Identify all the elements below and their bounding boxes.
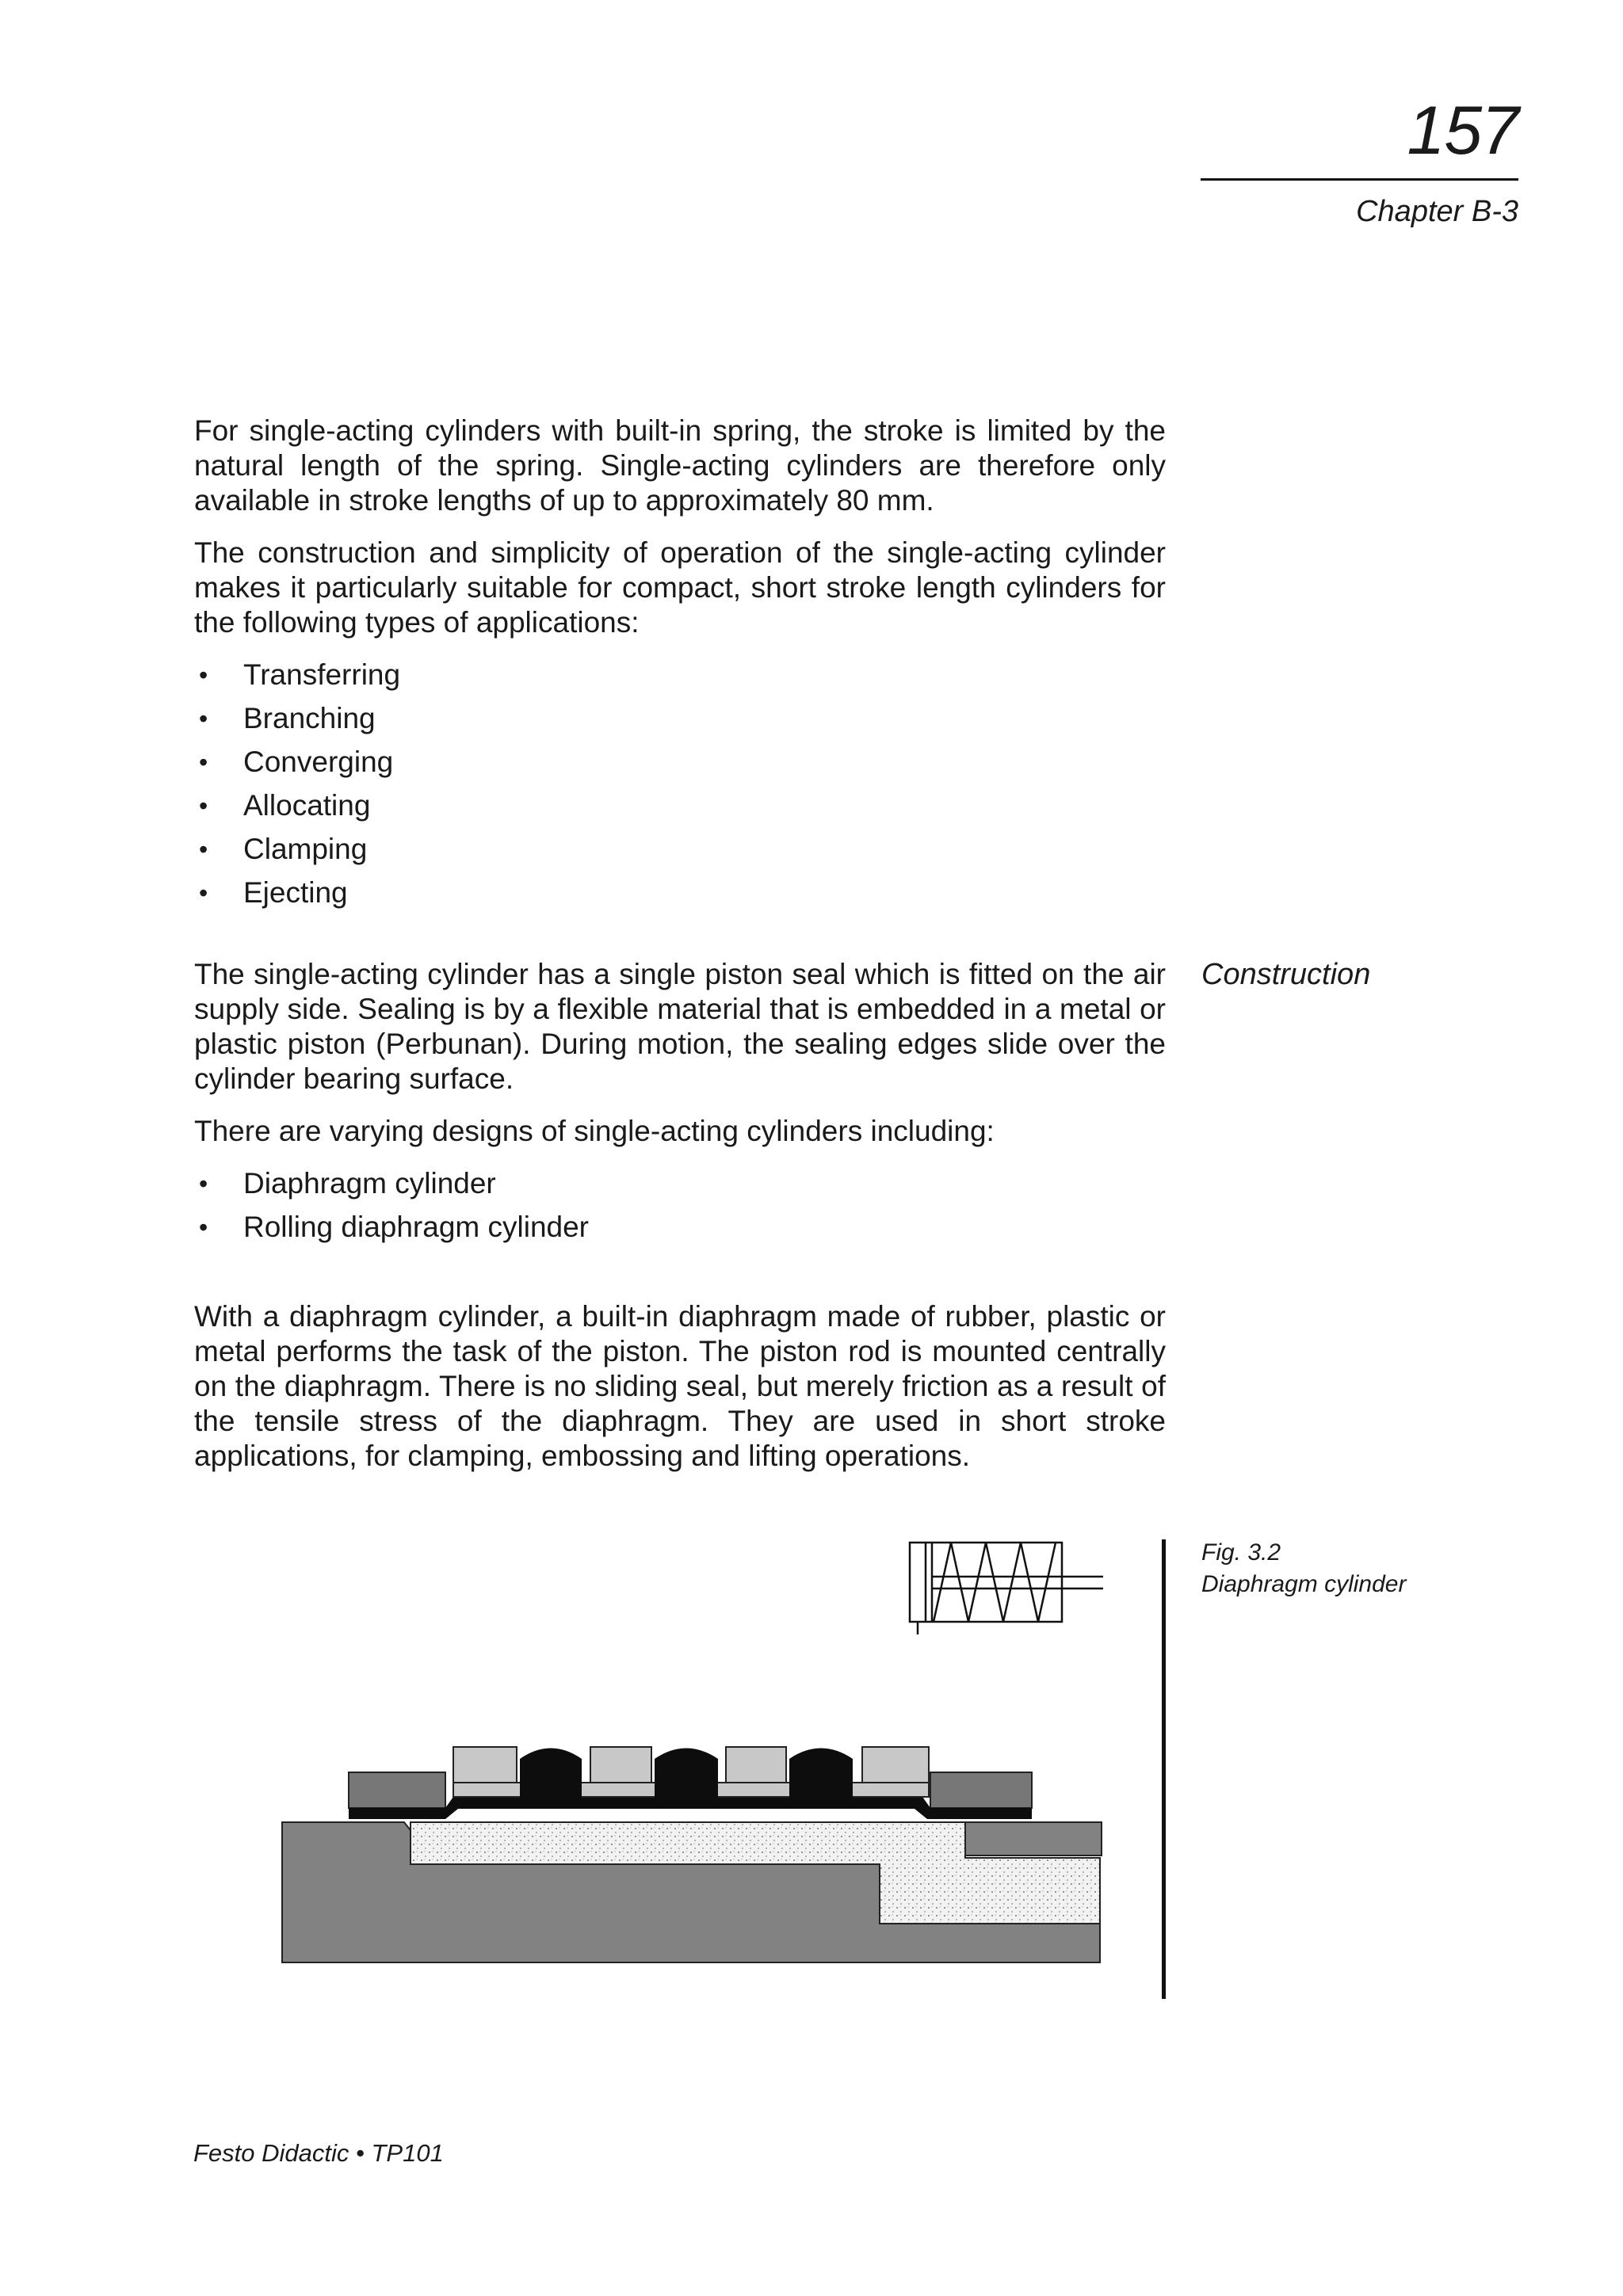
diaphragm [349, 1797, 1032, 1819]
piston-finger [520, 1749, 582, 1799]
figure-rule [1162, 1539, 1166, 1999]
piston-finger [789, 1749, 853, 1799]
bullet-icon: • [199, 835, 208, 864]
figure-caption [1201, 1537, 1406, 1600]
section-single-acting-intro [194, 414, 1166, 919]
piston-finger [655, 1749, 718, 1799]
list-item: • Ejecting [199, 876, 348, 909]
right-clamp-block [930, 1772, 1032, 1808]
right-cover-plate [965, 1822, 1102, 1855]
bullet-icon: • [199, 704, 208, 733]
pressure-plate [590, 1747, 651, 1783]
bullet-icon: • [199, 1213, 208, 1241]
diaphragm-cylinder-diagram [277, 1739, 1109, 1977]
section-construction [194, 957, 1166, 1253]
paragraph-diaphragm-cylinder: With a diaphragm cylinder, a built-in diaphragm made of rubber, plastic or metal performs the task of the piston. The piston rod is mounted centrally on the diaphragm. There is no sliding seal, but merely friction as a result of the tensile stress of the diaphragm. They are used in short stroke applications, for clamping, embossing and lifting operations. [194, 1300, 1166, 1472]
list-item: • Clamping [199, 833, 368, 865]
paragraph-piston-seal: The single-acting cylinder has a single piston seal which is fitted on the air supply side. Sealing is by a flexible material that is embedded in a metal or plastic piston (Perbunan). During motion, the sealing edges slide over the cylinder bearing surface. [194, 958, 1166, 1095]
list-item: • Allocating [199, 789, 371, 822]
bullet-icon: • [199, 748, 208, 776]
chapter-label: Chapter B-3 [1356, 195, 1518, 228]
list-item: • Transferring [199, 658, 401, 691]
list-item: • Converging [199, 746, 394, 778]
section-diaphragm-description [194, 1299, 1166, 1474]
bullet-icon: • [199, 661, 208, 689]
figure-number: Fig. 3.2 [1201, 1539, 1281, 1566]
footer-publisher: Festo Didactic • TP101 [193, 2139, 444, 2167]
left-clamp-block [349, 1772, 445, 1808]
bullet-icon: • [199, 791, 208, 820]
list-item: • Diaphragm cylinder [199, 1167, 496, 1199]
construction-side-label: Construction [1201, 958, 1371, 991]
paragraph-construction-simplicity: The construction and simplicity of operation of the single-acting cylinder makes it particularly suitable for compact, short stroke length cylinders for the following types of applications: [194, 536, 1166, 639]
figure-title: Diaphragm cylinder [1201, 1571, 1407, 1597]
pressure-plate [862, 1747, 929, 1783]
pressure-plate [453, 1747, 517, 1783]
page-number: 157 [1407, 93, 1518, 169]
paragraph-varying-designs: There are varying designs of single-acting cylinders including: [194, 1115, 995, 1147]
cylinder-symbol [903, 1533, 1109, 1636]
bullet-icon: • [199, 1169, 208, 1198]
list-item: • Rolling diaphragm cylinder [199, 1211, 589, 1243]
bullet-icon: • [199, 879, 208, 907]
symbol-spring [934, 1543, 1056, 1622]
applications-list [194, 658, 1166, 919]
designs-list [194, 1166, 1166, 1253]
list-item: • Branching [199, 702, 376, 734]
header-rule [1201, 178, 1518, 181]
paragraph-stroke-limit: For single-acting cylinders with built-in spring, the stroke is limited by the natural length of the spring. Single-acting cylinders are therefore only available in stroke lengths of up to approximately 80 mm. [194, 414, 1166, 517]
pressure-plate [726, 1747, 786, 1783]
